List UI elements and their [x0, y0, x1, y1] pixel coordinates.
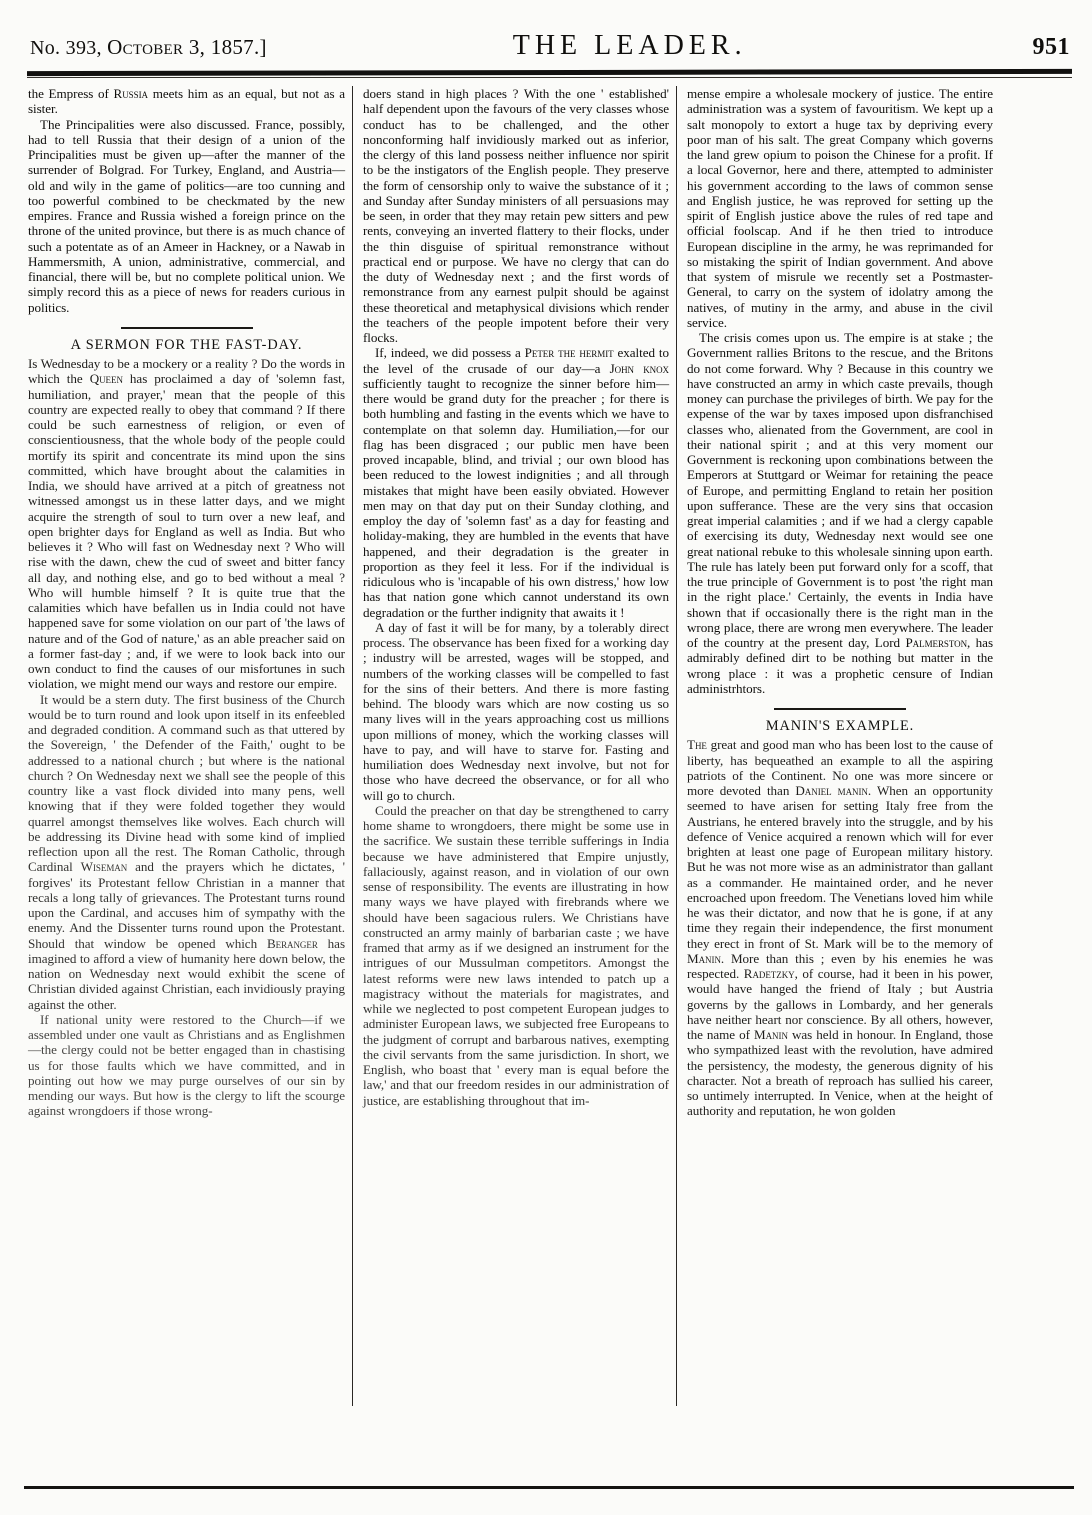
column-2 [352, 86, 676, 1406]
body-paragraph: The Principalities were also discussed. France, possibly, had to tell Russia that their design of a union of the Principalities must be given up—after the manner of the surrender of Bolgrad. For Turkey, England, and Austria—old and wily in the game of politics—are too cunning and too powerful combined to be checkmated by the new empires. France and Russia wished a foreign prince on the throne of the united province, but there is as much chance of such a potentate as of an Ameer in Hackney, or a Nawab in Hammersmith, A union, administrative, commercial, and financial, there will be, but no complete political union. We simply record this as a piece of news for readers curious in politics. [28, 116, 345, 315]
masthead [30, 30, 1070, 66]
issue-date: October 3, 1857.] [107, 35, 267, 59]
column-1 [28, 86, 352, 1406]
body-paragraph: A day of fast it will be for many, by a tolerably direct process. The observance has been fixed for a working day ; industry will be arrested, wages will be stopped, and numbers of the working classes will be compelled to fast for the sins of their betters. And there is more fasting behind. The bloody wars which are now costing us so many lives will in the years approaching cost us millions upon millions of money, which the working classes will have to pay, and will have to starve for. Fasting and humiliation does Wednesday next involve, but not for those who have decreed the observance, or for all who will go to church. [363, 619, 669, 803]
body-paragraph: The crisis comes upon us. The empire is at stake ; the Government rallies Britons to the rescue, and the Britons do not come forward. Why ? Because in this country we have constructed an army in which caste prevails, though money can purchase the privileges of birth. We pay for the expense of the war by taxes imposed upon disfranchised classes who, alienated from the Government, are cool in their national spirit ; and at this very moment our Government is reckoning upon combinations between the Emperors at Stuttgard or Weimar for retaining the peace of Europe, and permitting England to retain her position upon sufferance. These are the very sins that occasion great imperial calamities ; and if we had a clergy capable of exercising its duty, Wednesday next would see one great national rebuke to this wholesale sinning upon earth. The rule has lately been put forward only for a scoff, that the true principle of Government is to post 'the right man in the right place.' Certainly, the events in India have shown that if occasionally there is the right man in the wrong place, there are wrong men everywhere. The leader of the country at the present day, Lord Palmerston, has admirably defined dirt to be nothing but matter in the wrong place : it was a prophetic censure of Indian administrhtors. [687, 330, 993, 696]
section-separator [774, 708, 906, 710]
paper-title: THE LEADER. [512, 30, 747, 61]
body-paragraph: the Empress of Russia meets him as an equal, but not as a sister. [28, 86, 345, 117]
column-container [28, 86, 1072, 1406]
bottom-rule [24, 1486, 1074, 1489]
body-paragraph: The great and good man who has been lost to the cause of liberty, has bequeathed an example to all the aspiring patriots of the Continent. No one was more sincere or more devoted than Daniel manin. When an opportunity seemed to have arisen for setting Italy free from the Austrians, he entered bravely into the struggle, and by his defence of Venice acquired a renown which will for ever brighten at least one page of European military history. But he was not more wise as an administrator than gallant as a commander. He maintained order, and he never encroached upon freedom. The Venetians loved him while he was their dictator, and now that he is gone, if at any time they regain their independence, the first monument they erect in front of St. Mark will be to the memory of Manin. More than this ; even by his enemies he was respected. Radetzky, of course, had it been in his power, would have hanged the friend of Italy ; but Austria governs by the gallows in Lombardy, and her generals have neither heart nor conscience. By all others, however, the name of Manin was held in honour. In England, those who sympathized least with the revolution, have admired the persistency, the modesty, the generous dignity of his character. Not a breath of reproach has sullied his career, so untimely interrupted. In Venice, when at the height of authority and reputation, he won golden [687, 737, 993, 1119]
body-paragraph: If, indeed, we did possess a Peter the hermit exalted to the level of the crusade of our day—a John knox sufficiently taught to recognize the sinner before him—there would be grand duty for the preacher ; for there is both humbling and fasting in the events which we have to contemplate on that solemn day. Humiliation,—for our flag has been disgraced ; our public men have been proved incapable, blind, and trivial ; our own blood has been reduced to the lowest indignities ; and all through mistakes that might have been easily obviated. However men may on that day put on their Sunday clothing, and employ the day of 'solemn fast' as a day for feasting and holiday-making, they are humbled in the events that have happened, and their degradation is the greater in proportion as they feel it less. For if the individual is ridiculous who is 'incapable of his own distress,' how low has that nation gone which cannot understand its own degradation or the further indignity that awaits it ! [363, 345, 670, 620]
issue-number: No. 393, [30, 37, 108, 59]
body-paragraph: Could the preacher on that day be strengthened to carry home shame to wrongdoers, there might be some use in the sacrifice. We sustain these terrible sufferings in India because we have administered that Empire unjustly, fallaciously, against reason, and in violation of our own sense of responsibility. The events are illustrating in how many ways we have played with firebrands where we should have been sagacious rulers. We Christians have constructed an army mainly of barbarian caste ; we have framed that army as if we designed an instrument for the intrigues of our Mussulman competitors. Amongst the latest reforms were new laws intended to patch up a magistracy without the materials for magistrates, and while we neglected to post competent European judges to administer European laws, we subjected free Europeans to the judgment of corrupt and barbarous natives, exempting the civil servants from the same jurisdiction. In short, we English, who boast that ' every man is equal before the law,' and that our freedom resides in our administration of justice, are establishing throughout that im- [363, 802, 669, 1108]
body-paragraph: If national unity were restored to the Church—if we assembled under one vault as Christians and as Englishmen—the clergy could not be better engaged than in chastising us for those faults which we have committed, and in pointing out how we may purge ourselves of our sin by mending our ways. But how is the clergy to lift the scourge against wrongdoers if those wrong- [28, 1011, 345, 1119]
section-heading: A SERMON FOR THE FAST-DAY. [70, 336, 303, 353]
body-paragraph: mense empire a wholesale mockery of justice. The entire administration was a system of favouritism. We kept up a salt monopoly to extort a huge tax by depriving every poor man of his salt. The great Company which governs the land grew opium to poison the Chinese for a profit. If a local Governor, here and there, attempted to administer his government according to the laws of common sense and English justice, he was reproved for setting up the spirit of English justice above the rules of red tape and official foolscap. And if he then tried to introduce European discipline in the army, he was reprimanded for so mistaking the spirit of Indian government. And above that system of misrule we recently set a Postmaster-General, to carry on the system of idolatry among the natives, of mutiny in the army, and abuse in the civil service. [687, 86, 993, 330]
masthead-rule-thin [27, 77, 1072, 78]
section-separator [121, 327, 253, 329]
section-heading: MANIN'S EXAMPLE. [765, 718, 915, 734]
column-1-body [28, 86, 345, 1119]
page-number: 951 [1032, 34, 1070, 60]
column-3 [676, 86, 1000, 1406]
masthead-rule [27, 69, 1072, 76]
body-paragraph: Is Wednesday to be a mockery or a reality ? Do the words in which the Queen has proclaimed a day of 'solemn fast, humiliation, and prayer,' mean that the people of this country are expected really to obey that command ? If there could be such earnestness of religion, or even of conscientiousness, that the whole body of the people could mortify its spirit and concentrate its mind upon the sins committed, which have brought about the calamities in India, we should have arrived at a pitch of greatness not witnessed amongst us in these latter days, and we might acquire the strength of soul to turn over a new leaf, and open brighter days for England as well as India. But who believes it ? Who will fast on Wednesday next ? Who will rise with the dawn, chew the cud of sweet and bitter fancy all day, and nothing else, and go to bed without a meal ? Who will humble himself ? It is quite true that the calamities which have befallen us in India could not have happened save for some violation on our part of 'the laws of nature and of the God of nature,' as an able preacher said on a former fast-day ; and, if we were to look back into our own conduct to find the causes of our misfortunes in such violation, we might mend our ways and restore our empire. [28, 356, 345, 692]
column-3-body [687, 86, 993, 1119]
issue-line [30, 35, 267, 60]
column-2-body [363, 86, 669, 1108]
body-paragraph: It would be a stern duty. The first business of the Church would be to turn round and look upon itself in its enfeebled and degraded condition. A command such as that uttered by the Sovereign, ' the Defender of the Faith,' ought to be addressed to a national church ; but where is the national church ? On Wednesday next we shall see the people of this country like a vast flock divided into many pens, well knowing that if they were folded together they would quarrel amongst themselves like wolves. Each church will be addressing its Divine head with some kind of implied reflection upon all the rest. The Roman Catholic, through Cardinal Wiseman and the prayers which he dictates, ' forgives' its Protestant fellow Christian in a manner that recals a long tally of grievances. The Protestant turns round upon the Cardinal, and accuses him of sympathy with the enemy. And the Dissenter turns round upon the Protestant. Should that window be opened which Beranger has imagined to afford a view of humanity here down below, the nation on Wednesday next would exhibit the scene of Christian divided against Christian, each invidiously praying against the other. [28, 691, 345, 1012]
body-paragraph: doers stand in high places ? With the one ' established' half dependent upon the favours of the very classes whose conduct has to be challenged, and the other nonconforming half invidiously marked out as inferior, the clergy of this land possess neither influence nor spirit to be the instigators of the English people. They preserve the form of censorship only to waive the substance of it ; and Sunday after Sunday ministers of all persuasions may be seen, in order that they may retain pew sitters and pew rents, conveying an inverted flattery to their flocks, under the thin disguise of spiritual remonstrance without practical end or purpose. We have no clergy that can do the duty of Wednesday next ; and the first words of remonstrance from any earnest pulpit should be against these theoretical and metaphysical divisions which render the teachers of the people impotent before their very flocks. [363, 86, 669, 345]
